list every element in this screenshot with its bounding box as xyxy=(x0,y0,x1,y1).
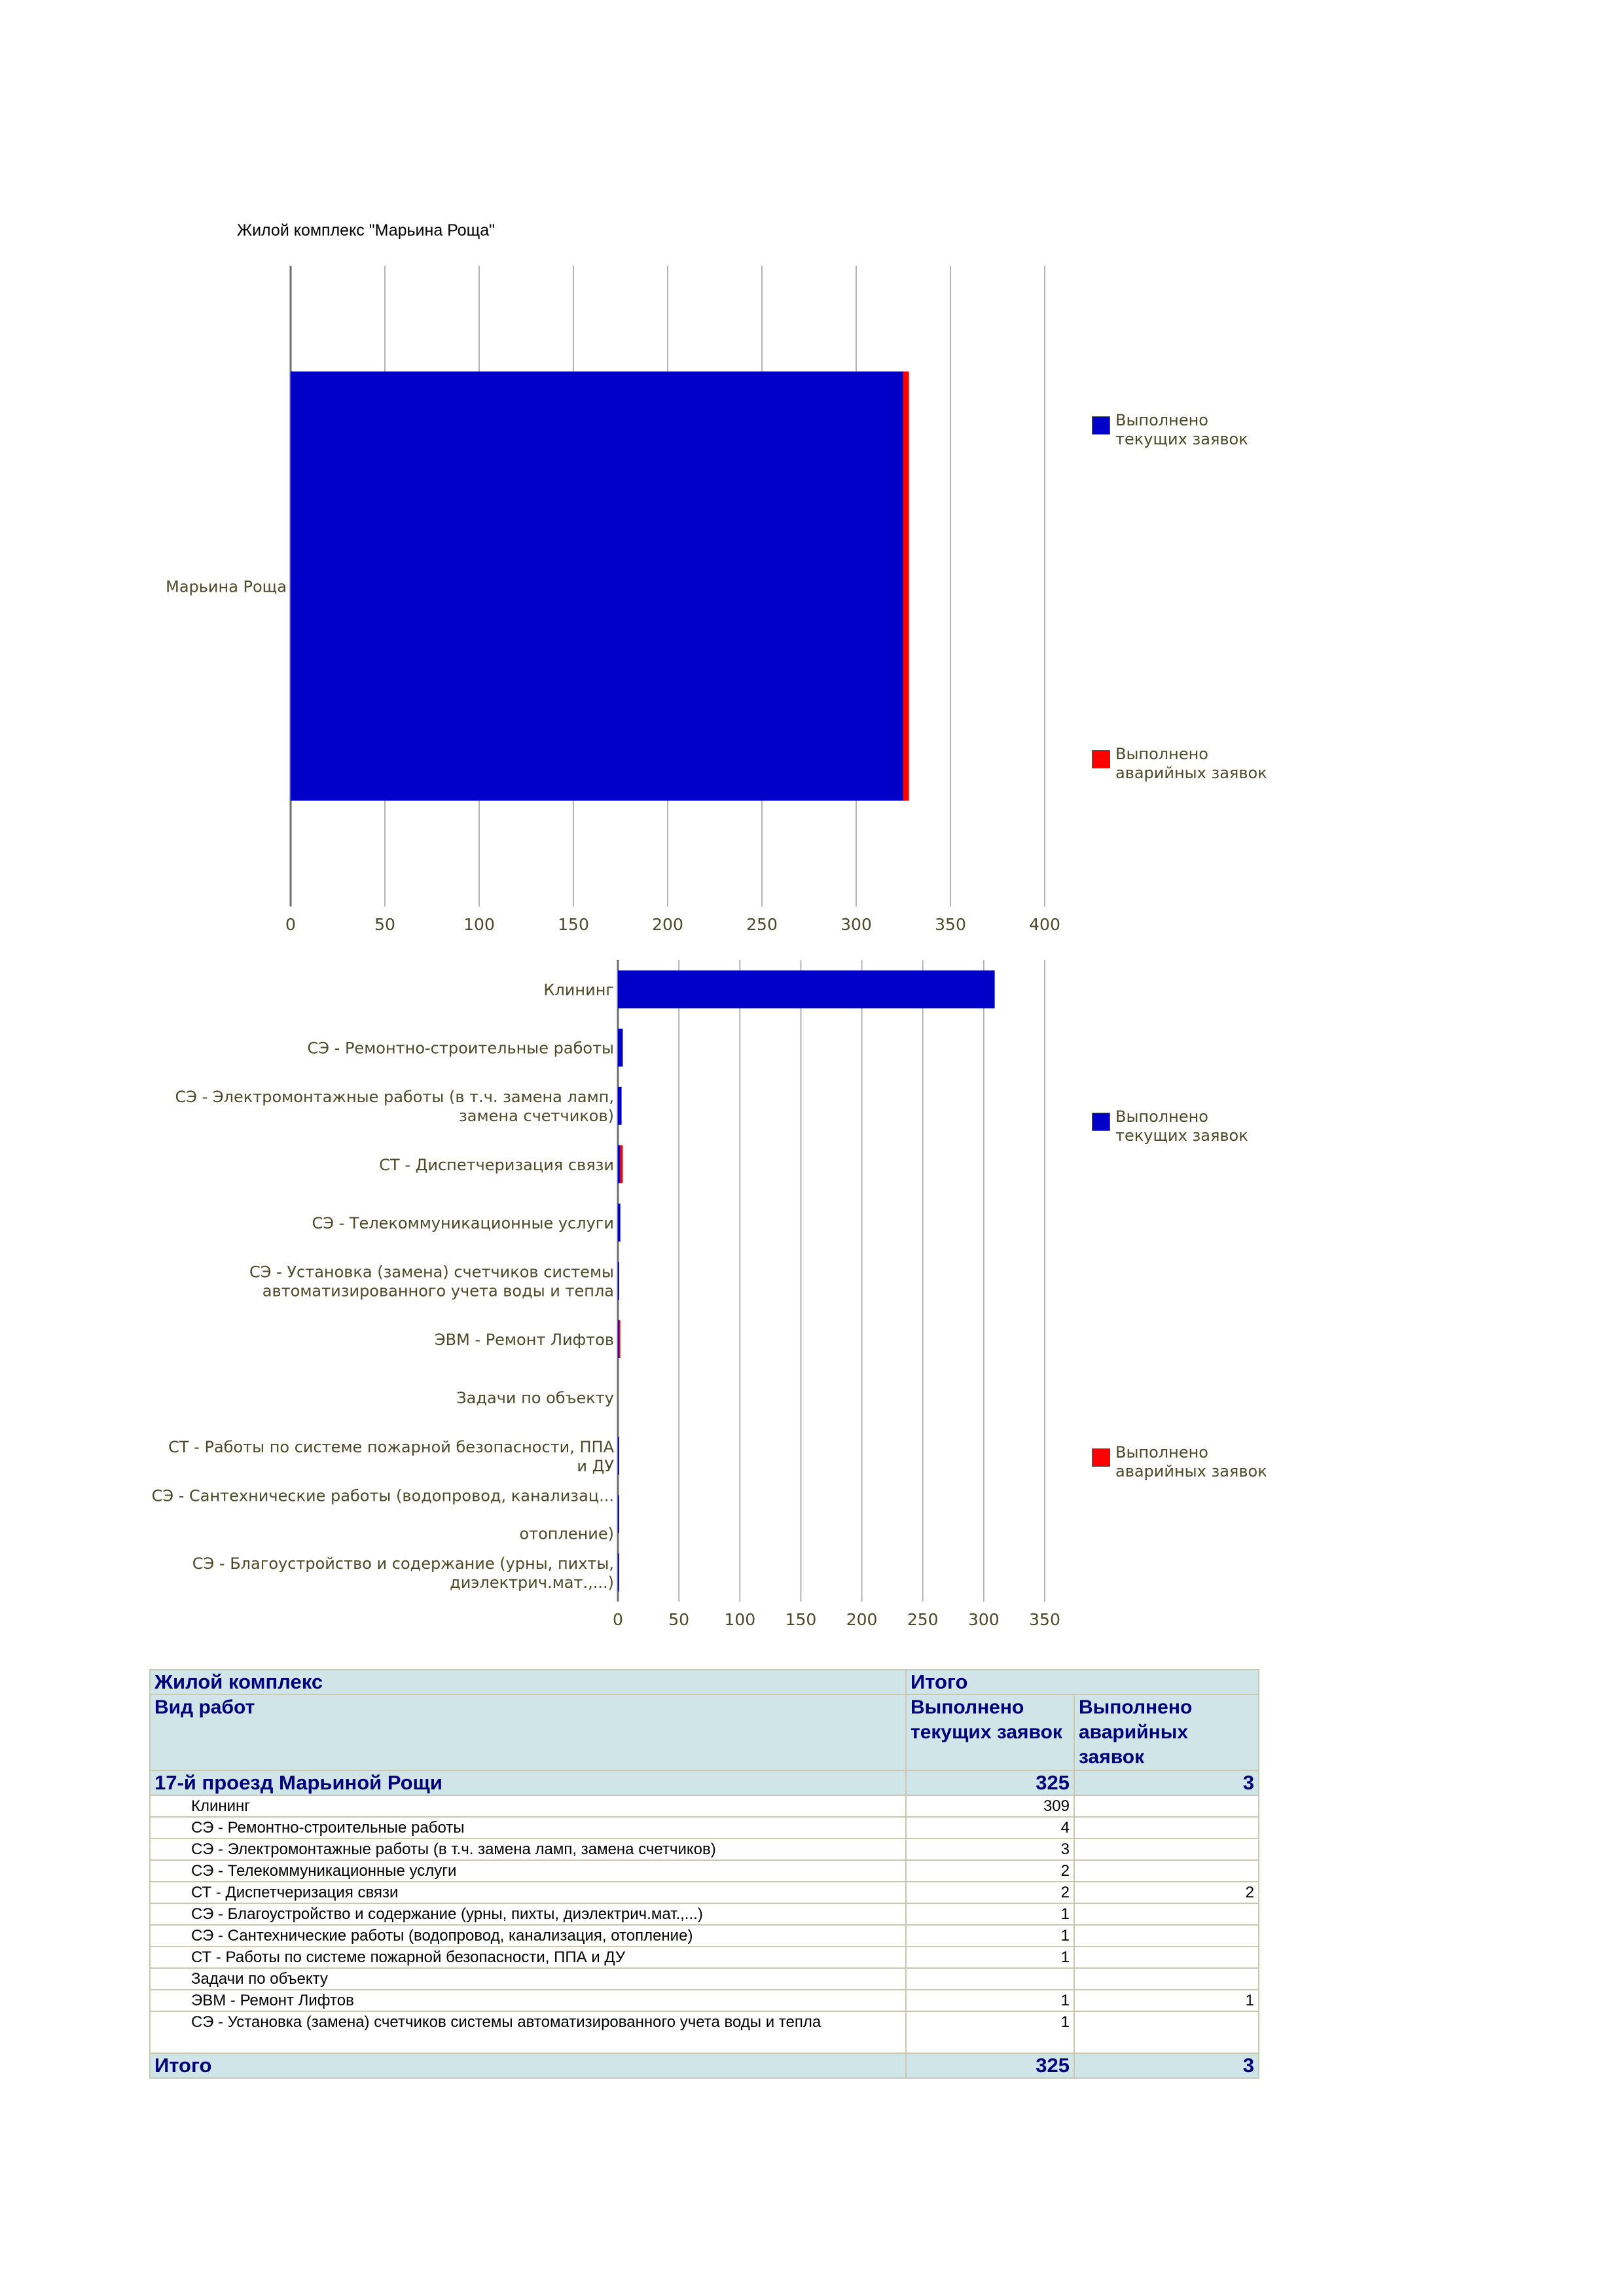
group-emergency: 3 xyxy=(1074,1770,1259,1795)
category-label: Задачи по объекту xyxy=(456,1389,614,1408)
x-tick-label: 300 xyxy=(840,915,872,934)
legend-swatch-current xyxy=(1092,416,1110,435)
table-row xyxy=(150,1817,1259,1839)
table-row xyxy=(150,1925,1259,1946)
legend-swatch-emergency xyxy=(1092,750,1110,768)
legend-label-emergency: Выполнено аварийных заявок xyxy=(1115,745,1267,782)
cell-emergency xyxy=(1074,1860,1259,1882)
page-title: Жилой комплекс "Марьина Роща" xyxy=(237,221,495,240)
category-label: СЭ - Сантехнические работы (водопровод, канализац... отопление) xyxy=(151,1486,614,1543)
cell-current: 1 xyxy=(906,1925,1074,1946)
group-row xyxy=(150,1770,1259,1795)
table-row xyxy=(150,1795,1259,1817)
header-work-type: Вид работ xyxy=(150,1695,906,1770)
legend-label-current: Выполнено текущих заявок xyxy=(1115,411,1248,448)
total-current: 325 xyxy=(906,2053,1074,2078)
cell-name: СЭ - Благоустройство и содержание (урны, пихты, диэлектрич.мат.,...) xyxy=(150,1903,906,1925)
cell-current: 3 xyxy=(906,1839,1074,1860)
table-row xyxy=(150,1990,1259,2011)
x-tick-label: 0 xyxy=(613,1610,623,1629)
report-table xyxy=(149,1669,1259,2079)
category-label: СТ - Диспетчеризация связи xyxy=(379,1155,614,1174)
cell-current: 1 xyxy=(906,2011,1074,2053)
cell-current xyxy=(906,1968,1074,1990)
cell-current: 2 xyxy=(906,1882,1074,1903)
cell-emergency xyxy=(1074,2011,1259,2053)
table-row xyxy=(150,1860,1259,1882)
cell-current: 1 xyxy=(906,1990,1074,2011)
x-tick-label: 50 xyxy=(668,1610,690,1629)
category-label: Марьина Роща xyxy=(166,577,287,596)
x-tick-label: 150 xyxy=(785,1610,817,1629)
cell-current: 1 xyxy=(906,1946,1074,1968)
cell-name: Клининг xyxy=(150,1795,906,1817)
cell-current: 2 xyxy=(906,1860,1074,1882)
cell-current: 309 xyxy=(906,1795,1074,1817)
cell-name: СТ - Работы по системе пожарной безопасности, ППА и ДУ xyxy=(150,1946,906,1968)
group-current: 325 xyxy=(906,1770,1074,1795)
bar-current xyxy=(618,1554,619,1592)
bar-current xyxy=(618,1029,623,1067)
header-current: Выполнено текущих заявок xyxy=(906,1695,1074,1770)
category-label: Клининг xyxy=(543,980,614,999)
cell-current: 4 xyxy=(906,1817,1074,1839)
header-total: Итого xyxy=(906,1670,1259,1695)
table-row xyxy=(150,1839,1259,1860)
category-label: СЭ - Электромонтажные работы (в т.ч. замена ламп, замена счетчиков) xyxy=(175,1088,614,1126)
header-complex: Жилой комплекс xyxy=(150,1670,906,1695)
category-label: СТ - Работы по системе пожарной безопасности, ППА и ДУ xyxy=(168,1437,614,1475)
x-tick-label: 400 xyxy=(1029,915,1060,934)
cell-name: ЭВМ - Ремонт Лифтов xyxy=(150,1990,906,2011)
total-row xyxy=(150,2053,1259,2078)
cell-emergency: 1 xyxy=(1074,1990,1259,2011)
legend-swatch-emergency xyxy=(1092,1448,1110,1467)
header-emergency: Выполнено аварийных заявок xyxy=(1074,1695,1259,1770)
bar-current xyxy=(618,1145,621,1183)
bar-current xyxy=(618,1087,622,1125)
bar-emergency xyxy=(621,1145,623,1183)
category-label: СЭ - Ремонтно-строительные работы xyxy=(307,1039,614,1058)
x-tick-label: 100 xyxy=(724,1610,756,1629)
x-tick-label: 300 xyxy=(967,1610,1000,1629)
bar-current xyxy=(618,1204,621,1242)
table-row xyxy=(150,1968,1259,1990)
x-tick-label: 200 xyxy=(846,1610,878,1629)
bar-current xyxy=(618,1320,619,1358)
table-row xyxy=(150,1903,1259,1925)
x-tick-label: 50 xyxy=(374,915,395,934)
category-label: СЭ - Установка (замена) счетчиков системы автоматизированного учета воды и тепла xyxy=(249,1263,614,1300)
legend-label-emergency: Выполнено аварийных заявок xyxy=(1115,1443,1267,1480)
total-name: Итого xyxy=(150,2053,906,2078)
cell-emergency xyxy=(1074,1795,1259,1817)
cell-name: СЭ - Телекоммуникационные услуги xyxy=(150,1860,906,1882)
legend-label-current: Выполнено текущих заявок xyxy=(1115,1107,1248,1145)
x-tick-label: 350 xyxy=(935,915,966,934)
cell-name: СЭ - Сантехнические работы (водопровод, канализация, отопление) xyxy=(150,1925,906,1946)
x-tick-label: 200 xyxy=(652,915,683,934)
cell-name: СЭ - Электромонтажные работы (в т.ч. замена ламп, замена счетчиков) xyxy=(150,1839,906,1860)
table-row xyxy=(150,2011,1259,2053)
bar-current xyxy=(618,971,995,1009)
bar-current xyxy=(618,1437,619,1475)
category-label: ЭВМ - Ремонт Лифтов xyxy=(434,1331,614,1350)
cell-emergency xyxy=(1074,1903,1259,1925)
cell-name: СЭ - Установка (замена) счетчиков системы автоматизированного учета воды и тепла xyxy=(150,2011,906,2053)
cell-name: СЭ - Ремонтно-строительные работы xyxy=(150,1817,906,1839)
cell-emergency xyxy=(1074,1925,1259,1946)
bar-current xyxy=(618,1495,619,1533)
table-row xyxy=(150,1882,1259,1903)
cell-emergency xyxy=(1074,1839,1259,1860)
category-label: СЭ - Благоустройство и содержание (урны, пихты, диэлектрич.мат.,...) xyxy=(192,1554,614,1592)
x-tick-label: 250 xyxy=(746,915,778,934)
x-tick-label: 350 xyxy=(1029,1610,1060,1629)
cell-name: Задачи по объекту xyxy=(150,1968,906,1990)
cell-current: 1 xyxy=(906,1903,1074,1925)
cell-name: СТ - Диспетчеризация связи xyxy=(150,1882,906,1903)
legend-swatch-current xyxy=(1092,1113,1110,1131)
total-emergency: 3 xyxy=(1074,2053,1259,2078)
group-name: 17-й проезд Марьиной Рощи xyxy=(150,1770,906,1795)
x-tick-label: 250 xyxy=(907,1610,939,1629)
category-label: СЭ - Телекоммуникационные услуги xyxy=(312,1213,614,1232)
bar-emergency xyxy=(619,1320,621,1358)
cell-emergency xyxy=(1074,1817,1259,1839)
x-tick-label: 150 xyxy=(558,915,589,934)
bar-current xyxy=(618,1262,619,1300)
cell-emergency: 2 xyxy=(1074,1882,1259,1903)
x-tick-label: 100 xyxy=(463,915,495,934)
cell-emergency xyxy=(1074,1946,1259,1968)
table-row xyxy=(150,1946,1259,1968)
cell-emergency xyxy=(1074,1968,1259,1990)
x-tick-label: 0 xyxy=(285,915,296,934)
